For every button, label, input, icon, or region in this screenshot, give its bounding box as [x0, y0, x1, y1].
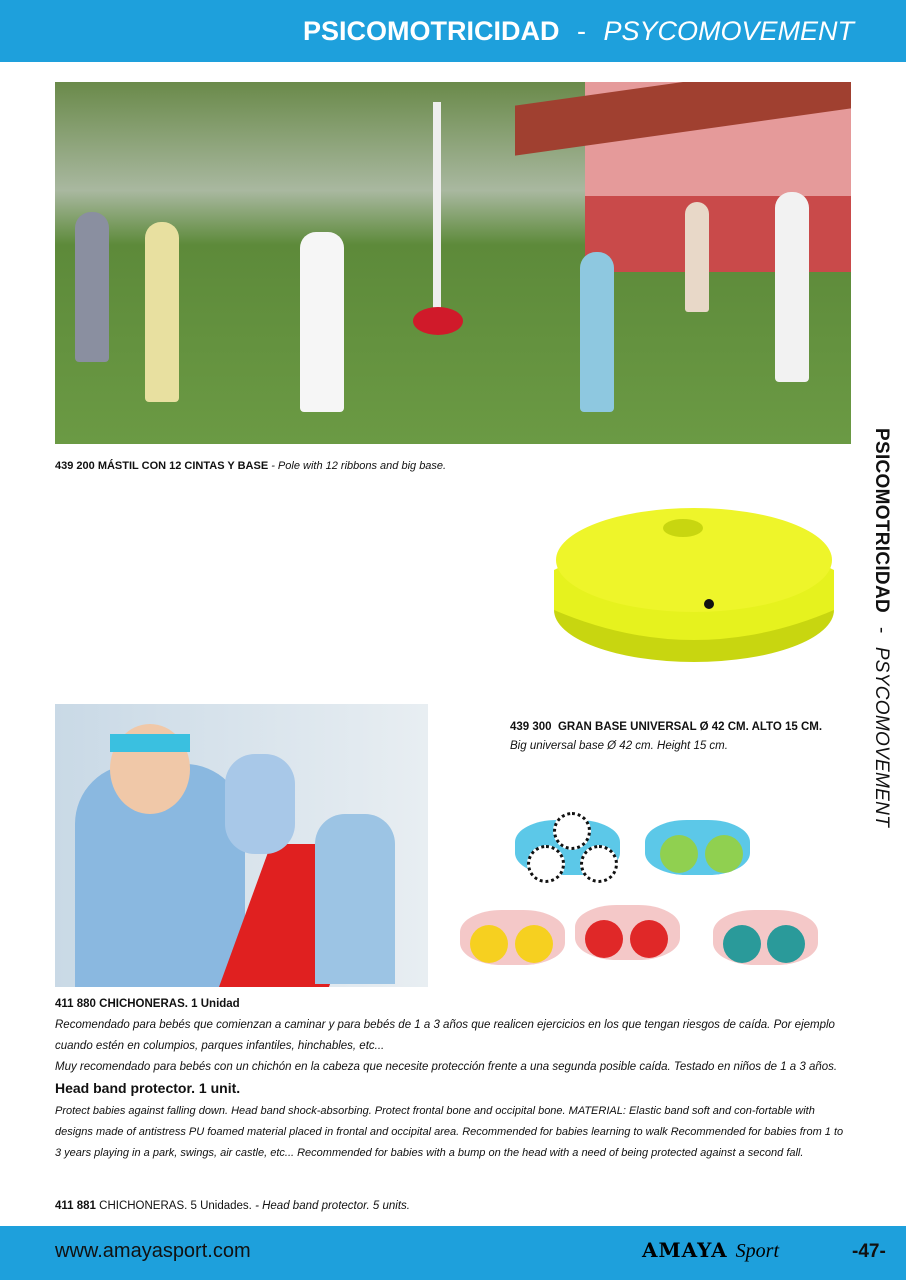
description-411880: 411 880 CHICHONERAS. 1 Unidad Recomendado para bebés que comienzan a caminar y para bebés de 1 a 3 años que realicen ejercicios en los que tengan riesgos de caída. Por ejemplo cuando estén en columpios, parques infantiles, hinchables, etc... Muy recomendado para bebés con un chichón en la cabeza que necesite protección frente a una segunda posible caída. Testado en niños de 1 a 3 años. Head band protector. 1 unit. Protect babies against falling down. Head band shock-absorbing. Protect frontal bone and occipital bone. MATERIAL: Elastic band soft and con-fortable with designs made of antistress PU foamed material placed in frontal and occipital area. Recommended for babies learning to walk Recommended for babies from 1 to 3 years playing in a park, swings, air castle, etc... Recommended for babies with a bump on the head with a need of being protected against a second fall. [55, 998, 844, 1159]
headband-designs-photo [455, 800, 850, 980]
maypole-photo [55, 82, 851, 444]
website-link[interactable]: www.amayasport.com [55, 1240, 251, 1262]
header-title-es: PSICOMOTRICIDAD [302, 16, 560, 46]
page-number: -47- [852, 1241, 886, 1262]
amaya-sport-logo: AMAYA Sport [642, 1238, 780, 1262]
side-section-label: PSICOMOTRICIDAD - PSYCOMOVEMENT [871, 428, 892, 828]
description-411881: 411 881 CHICHONERAS. 5 Unidades. - Head band protector. 5 units. [55, 1200, 410, 1212]
caption-439200: 439 200 MÁSTIL CON 12 CINTAS Y BASE - Pole with 12 ribbons and big base. [55, 460, 447, 472]
page-footer [0, 1226, 906, 1280]
header-separator: - [576, 16, 586, 46]
yellow-base-photo [553, 500, 835, 670]
page-header [0, 0, 906, 62]
caption-439300: 439 300 GRAN BASE UNIVERSAL Ø 42 CM. ALTO 15 CM. Big universal base Ø 42 cm. Height 15 cm. [510, 721, 823, 752]
baby-headband-photo [55, 704, 428, 987]
header-title-en: PSYCOMOVEMENT [603, 16, 854, 46]
